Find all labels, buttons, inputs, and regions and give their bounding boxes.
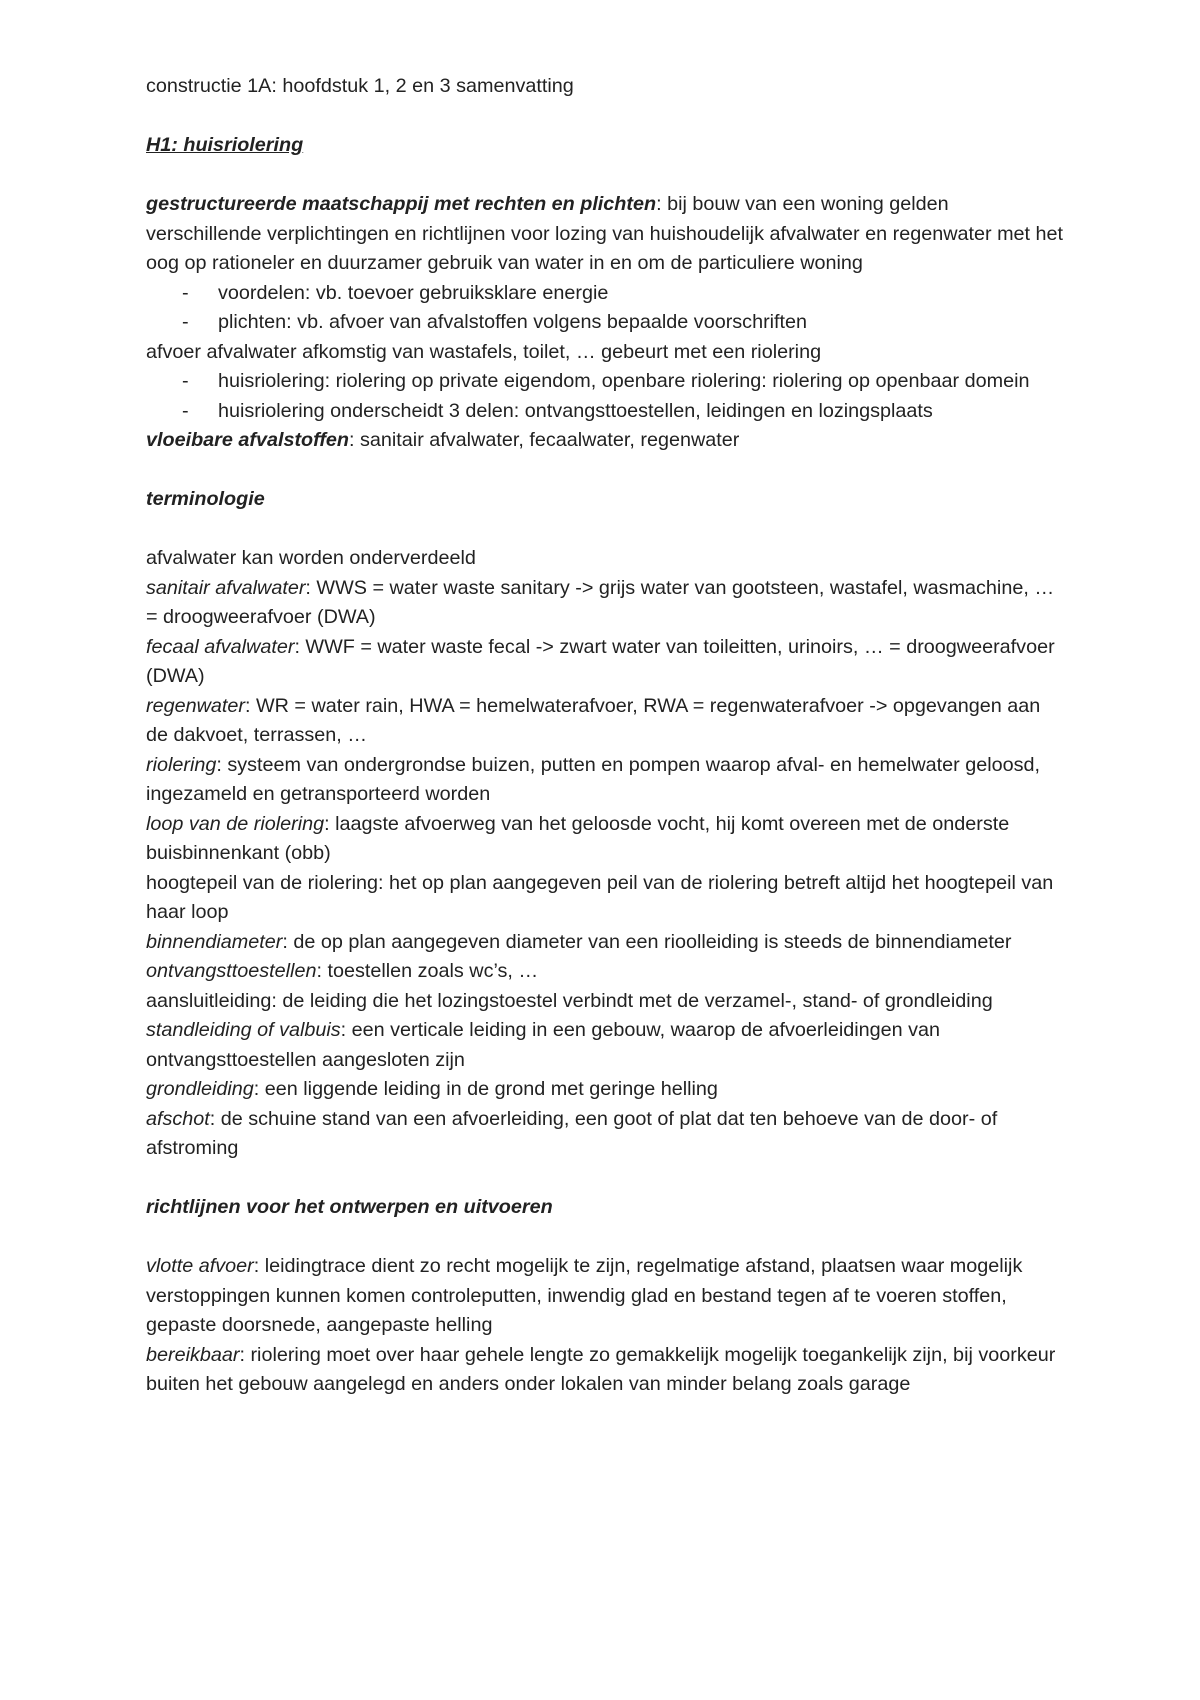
list-item: - plichten: vb. afvoer van afvalstoffen volgens bepaalde voorschriften: [146, 308, 1066, 338]
terminologie-intro: afvalwater kan worden onderverdeeld: [146, 547, 476, 569]
afvoer-bullet-list: [146, 367, 1066, 426]
definition-term: loop van de riolering: [146, 812, 325, 835]
definition-term: binnendiameter: [146, 930, 283, 953]
definition-item: sanitair afvalwater: WWS = water waste sanitary -> grijs water van gootsteen, wastafel, wasmachine, … = droogweerafvoer (DWA): [146, 576, 1055, 628]
terminologie-heading: terminologie: [146, 488, 265, 510]
definition-term: grondleiding: [146, 1078, 254, 1100]
vloeibare-paragraph: vloeibare afvalstoffen: sanitair afvalwater, fecaalwater, regenwater: [146, 429, 740, 451]
definition-term: fecaal afvalwater: [146, 635, 295, 658]
dash-bullet: -: [182, 311, 189, 333]
chapter-heading: H1: huisriolering: [146, 134, 304, 156]
definition-term: regenwater: [146, 694, 245, 717]
dash-bullet: -: [182, 399, 189, 422]
afvoer-paragraph: afvoer afvalwater afkomstig van wastafels, toilet, … gebeurt met een riolering: [146, 340, 822, 363]
definition-item: binnendiameter: de op plan aangegeven diameter van een rioolleiding is steeds de binnendiameter: [146, 930, 1012, 953]
document-title: constructie 1A: hoofdstuk 1, 2 en 3 samenvatting: [146, 75, 574, 97]
guideline-item: bereikbaar: riolering moet over haar gehele lengte zo gemakkelijk mogelijk toegankelijk zijn, bij voorkeur buiten het gebouw aangelegd en anders onder lokalen van minder belang zoals garage: [146, 1343, 1056, 1395]
guideline-term: bereikbaar: [146, 1343, 240, 1366]
definition-term: riolering: [146, 753, 217, 776]
dash-bullet: -: [182, 281, 189, 304]
definition-item: fecaal afvalwater: WWF = water waste fecal -> zwart water van toileitten, urinoirs, … = droogweerafvoer (DWA): [146, 635, 1055, 687]
guideline-term: vlotte afvoer: [146, 1255, 254, 1277]
definition-term: sanitair afvalwater: [146, 576, 306, 599]
dash-bullet: -: [182, 370, 189, 392]
definition-item: riolering: systeem van ondergrondse buizen, putten en pompen waarop afval- en hemelwater geloosd, ingezameld en getransporteerd worden: [146, 753, 1041, 805]
definition-item: loop van de riolering: laagste afvoerweg van het geloosde vocht, hij komt overeen met de onderste buisbinnenkant (obb): [146, 812, 1010, 864]
definition-item: afschot: de schuine stand van een afvoerleiding, een goot of plat dat ten behoeve van de door- of afstroming: [146, 1107, 998, 1159]
definition-item: hoogtepeil van de riolering: het op plan aangegeven peil van de riolering betreft altijd het hoogtepeil van haar loop: [146, 871, 1054, 923]
guideline-item: vlotte afvoer: leidingtrace dient zo recht mogelijk te zijn, regelmatige afstand, plaatsen waar mogelijk verstoppingen kunnen komen controleputten, inwendig glad en bestand tegen af te voeren stoffen, gepaste doorsnede, aangepaste helling: [146, 1255, 1023, 1336]
definition-term: afschot: [146, 1107, 210, 1130]
list-item: - voordelen: vb. toevoer gebruiksklare energie: [146, 279, 1066, 309]
definition-item: regenwater: WR = water rain, HWA = hemelwaterafvoer, RWA = regenwaterafvoer -> opgevangen aan de dakvoet, terrassen, …: [146, 694, 1041, 746]
list-item: - huisriolering: riolering op private eigendom, openbare riolering: riolering op openbaar domein: [146, 367, 1066, 397]
list-item: - huisriolering onderscheidt 3 delen: ontvangsttoestellen, leidingen en lozingsplaats: [146, 397, 1066, 427]
richtlijnen-heading: richtlijnen voor het ontwerpen en uitvoeren: [146, 1196, 553, 1218]
intro-term: gestructureerde maatschappij met rechten en plichten: [146, 193, 657, 215]
intro-text: : bij bouw van een woning gelden verschillende verplichtingen en richtlijnen voor lozing van huishoudelijk afvalwater en regenwater met het oog op rationeler en duurzamer gebruik van water in en om de particuliere woning: [146, 193, 1064, 274]
definition-item: ontvangsttoestellen: toestellen zoals wc’s, …: [146, 960, 539, 982]
definition-term: ontvangsttoestellen: [146, 960, 317, 982]
intro-paragraph: [146, 190, 1066, 279]
definition-item: aansluitleiding: de leiding die het lozingstoestel verbindt met de verzamel-, stand- of grondleiding: [146, 989, 993, 1012]
definition-term: standleiding of valbuis: [146, 1019, 341, 1041]
intro-bullet-list: [146, 279, 1066, 338]
definition-item: standleiding of valbuis: een verticale leiding in een gebouw, waarop de afvoerleidingen van ontvangsttoestellen aangesloten zijn: [146, 1019, 941, 1071]
definition-item: grondleiding: een liggende leiding in de grond met geringe helling: [146, 1078, 718, 1100]
document-body: [146, 72, 1066, 1400]
vloeibare-term: vloeibare afvalstoffen: [146, 429, 350, 451]
